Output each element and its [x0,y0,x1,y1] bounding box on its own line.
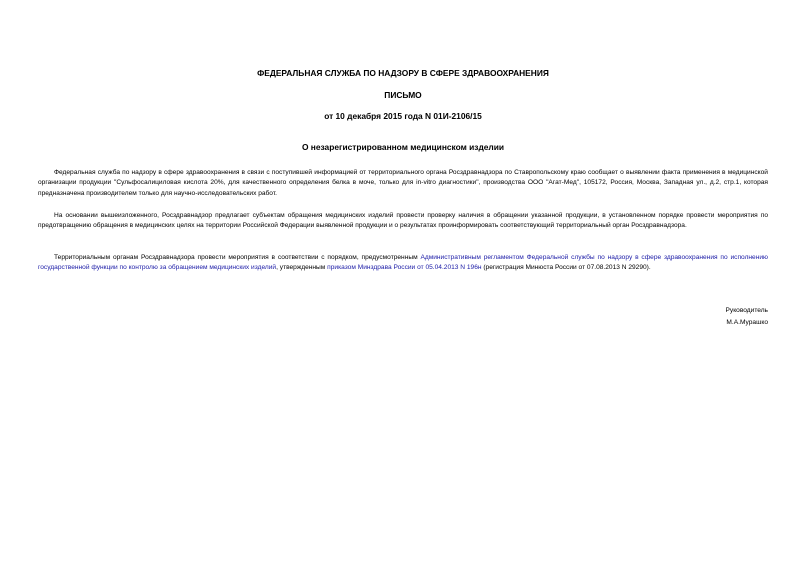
regulation-link[interactable]: Административным регламентом Федеральной службы по надзору в сфере здравоохранения по исполнению государственной функции по контролю за обращением медицинских изделий [38,254,768,272]
paragraph-3-text-after: (регистрация Минюста России от 07.08.2013 N 29290). [481,264,651,272]
signature-position: Руководитель [725,307,768,314]
paragraph-3-text-middle: , утвержденным [276,264,328,272]
order-link[interactable]: приказом Минздрава России от 05.04.2013 N 196н [327,264,482,272]
paragraph-3 [38,253,768,274]
document-subject: О незарегистрированном медицинском изделии [301,142,505,152]
document-type: ПИСЬМО [384,90,422,100]
document-date-number: от 10 декабря 2015 года N 01И-2106/15 [324,111,482,121]
agency-title: ФЕДЕРАЛЬНАЯ СЛУЖБА ПО НАДЗОРУ В СФЕРЕ ЗДРАВООХРАНЕНИЯ [257,68,549,78]
signature-name: М.А.Мурашко [726,319,768,326]
paragraph-3-text-before: Территориальным органам Росздравнадзора провести мероприятия в соответствии с порядком, предусмотренным [54,254,421,261]
document-page [38,0,768,571]
paragraph-1: Федеральная служба по надзору в сфере здравоохранения в связи с поступившей информацией от территориального органа Росздравнадзора по Ставропольскому краю сообщает о выявлении факта применения в медицинской организации продукции "Сульфосалициловая кислота 20%, для качественного определения белка в моче, только для in-vitro диагностики", производства ООО "Агат-Мед", 105172, Россия, Москва, Западная ул., д.2, стр.1, которая предназначена производителем только для научно-исследовательских работ. [38,169,768,197]
paragraph-2: На основании вышеизложенного, Росздравнадзор предлагает субъектам обращения медицинских изделий провести проверку наличия в обращении указанной продукции, в установленном порядке провести мероприятия по предотвращению обращения в медицинских целях на территории Российской Федерации выявленной продукции и о результатах проинформировать соответствующий территориальный орган Росздравнадзора. [38,212,768,230]
